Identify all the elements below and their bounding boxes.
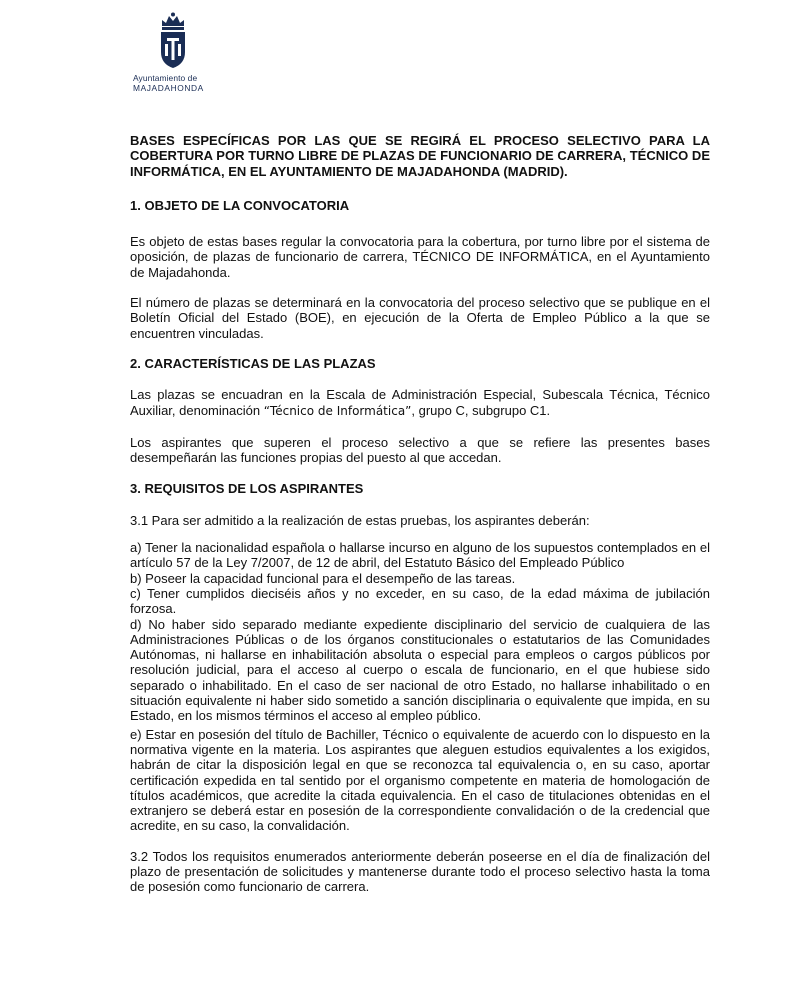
section-3-2-paragraph: 3.2 Todos los requisitos enumerados anteriormente deberán poseerse en el día de finalización del plazo de presentación de solicitudes y mantenerse durante todo el proceso selectivo hasta la toma de posesión como funcionario de carrera. (130, 848, 710, 895)
document-body (130, 133, 710, 895)
municipal-logo (133, 12, 213, 94)
requirement-b: b) Poseer la capacidad funcional para el desempeño de las tareas. (130, 570, 516, 586)
section-1-paragraph-2: El número de plazas se determinará en la convocatoria del proceso selectivo que se publique en el Boletín Oficial del Estado (BOE), en ejecución de la Oferta de Empleo Público a la que se encuentren vinculadas. (130, 295, 710, 341)
section-2-paragraph-1 (130, 387, 710, 419)
section-2-denomination: “Técnico de Informática” (263, 403, 412, 418)
requirement-c: c) Tener cumplidos dieciséis años y no exceder, en su caso, de la edad máxima de jubilación forzosa. (130, 585, 710, 617)
section-1-heading: 1. OBJETO DE LA CONVOCATORIA (130, 197, 350, 213)
requirement-a: a) Tener la nacionalidad española o hallarse incurso en alguno de los supuestos contemplados en el artículo 57 de la Ley 7/2007, de 12 de abril, del Estatuto Básico del Empleado Público (130, 540, 710, 571)
logo-line-2: MAJADAHONDA (133, 83, 204, 93)
section-2-heading: 2. CARACTERÍSTICAS DE LAS PLAZAS (130, 355, 376, 371)
logo-line-1: Ayuntamiento de (133, 73, 198, 83)
section-3-intro: 3.1 Para ser admitido a la realización de estas pruebas, los aspirantes deberán: (130, 512, 590, 528)
document-title: BASES ESPECÍFICAS POR LAS QUE SE REGIRÁ EL PROCESO SELECTIVO PARA LA COBERTURA POR TURNO LIBRE DE PLAZAS DE FUNCIONARIO DE CARRERA, TÉCNICO DE INFORMÁTICA, EN EL AYUNTAMIENTO DE MAJADAHONDA (MADRID). (130, 133, 710, 179)
section-2-text-before: Las plazas se encuadran en la Escala de Administración Especial, Subescala Técnica, Técnico Auxiliar, denominación (130, 387, 710, 418)
requirement-e: e) Estar en posesión del título de Bachiller, Técnico o equivalente de acuerdo con lo dispuesto en la normativa vigente en la materia. Los aspirantes que aleguen estudios equivalentes a los exigidos, habrán de citar la disposición legal en que se reconozca tal equivalencia o, en su caso, aportar certificación expedida en tal sentido por el organismo competente en materia de homologación de títulos académicos, que acredite la citada equivalencia. En el caso de titulaciones obtenidas en el extranjero se deberá estar en posesión de la correspondiente convalidación o de la credencial que acredite, en su caso, la convalidación. (130, 726, 710, 834)
section-1-paragraph-1: Es objeto de estas bases regular la convocatoria para la cobertura, por turno libre por el sistema de oposición, de plazas de funcionario de carrera, TÉCNICO DE INFORMÁTICA, en el Ayuntamiento de Majadahonda. (130, 234, 710, 280)
section-2-text-after: , grupo C, subgrupo C1. (411, 402, 551, 418)
requirement-d: d) No haber sido separado mediante expediente disciplinario del servicio de cualquiera de las Administraciones Públicas o de los órganos constitucionales o estatutarios de las Comunidades Autónomas, ni hallarse en inhabilitación absoluta o especial para empleos o cargos públicos por resolución judicial, para el acceso al cuerpo o escala de funcionario, en el que hubiese sido separado o inhabilitado. En el caso de ser nacional de otro Estado, no hallarse inhabilitado o en situación equivalente ni haber sido sometido a sanción disciplinaria o equivalente que impida, en su Estado, en los mismos términos el acceso al empleo público. (130, 616, 710, 724)
section-2-paragraph-2: Los aspirantes que superen el proceso selectivo a que se refiere las presentes bases desempeñarán las funciones propias del puesto al que accedan. (130, 434, 710, 466)
section-3-heading: 3. REQUISITOS DE LOS ASPIRANTES (130, 481, 364, 497)
coat-of-arms-icon (158, 12, 188, 70)
